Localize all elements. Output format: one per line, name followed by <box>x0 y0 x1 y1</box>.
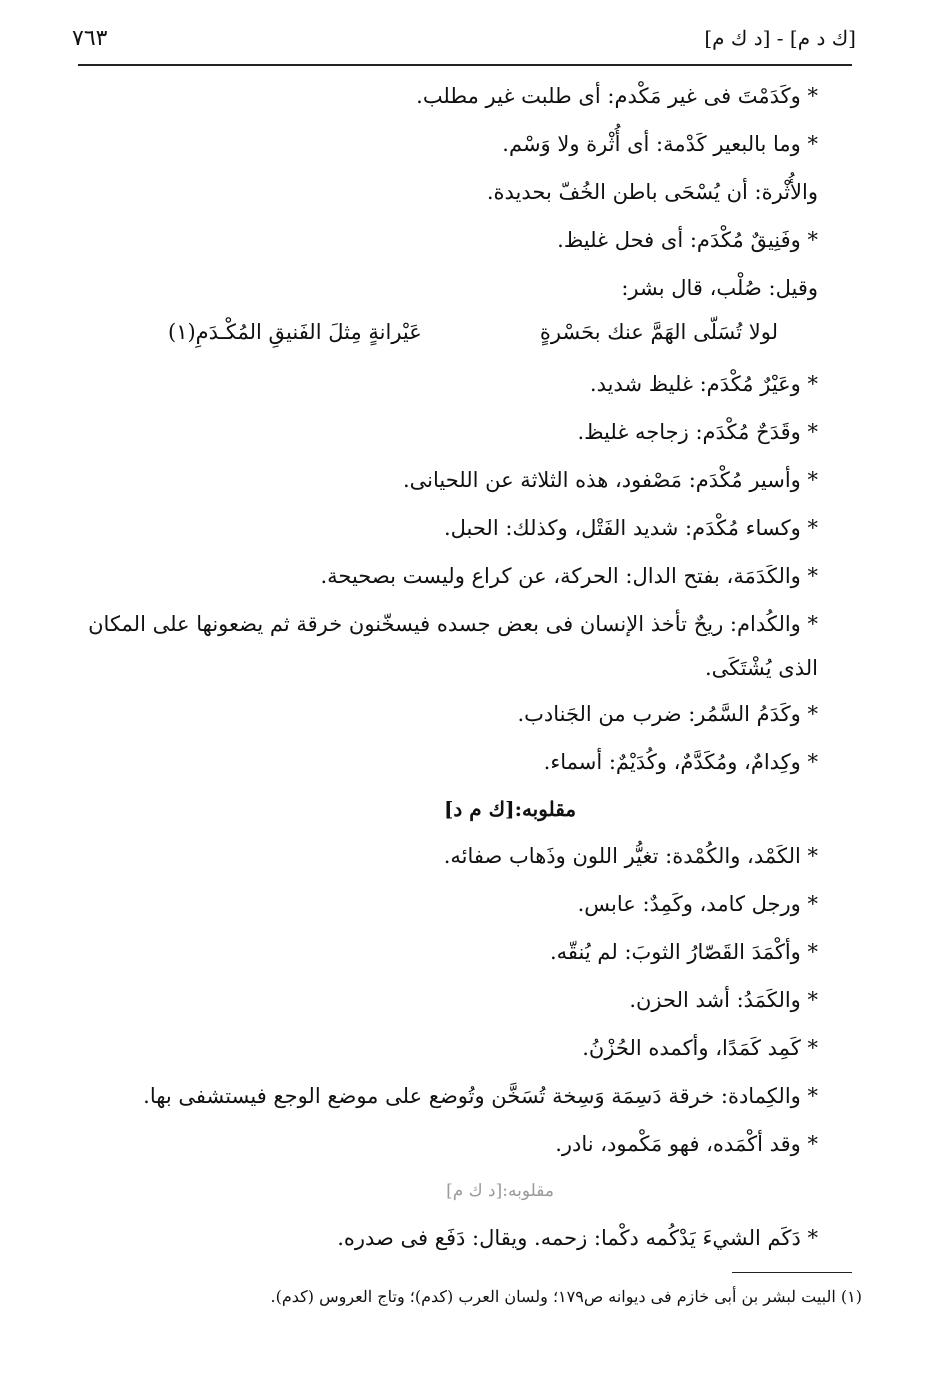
section-heading-faded: مقلوبه:[د ك م] <box>446 1181 554 1201</box>
text-line: وقيل: صُلْب، قال بشر: <box>621 276 818 300</box>
footnote: (١) البيت لبشر بن أبى خازم فى ديوانه ص١٧٩؛ ولسان العرب (كدم)؛ وتاج العروس (كدم). <box>270 1287 862 1306</box>
text-line: * الكَمْد، والكُمْدة: تغيُّر اللون وذَهاب صفائه. <box>443 844 818 868</box>
text-line: * والكَدَمَة، بفتح الدال: الحركة، عن كراع وليست بصحيحة. <box>320 564 818 588</box>
text-line: * وأكْمَدَ القَصّارُ الثوبَ: لم يُنقّه. <box>550 940 818 964</box>
text-paragraph: * والكُدام: ريحٌ تأخذ الإنسان فى بعض جسده فيسخّنون خرقة ثم يضعونها على المكان الذى يُشْتَكَى. <box>88 612 818 680</box>
page-number: ٧٦٣ <box>72 26 108 51</box>
poem-verse <box>82 312 818 360</box>
verse-hemistich-1: لولا تُسَلّى الهَمَّ عنك بحَسْرةٍ <box>539 320 778 344</box>
text-line: * كَمِد كَمَدًا، وأكمده الحُزْنُ. <box>582 1036 818 1060</box>
footnote-rule <box>732 1272 852 1273</box>
page-body <box>82 72 818 1262</box>
verse-hemistich-2: عَيْرانةٍ مِثلَ الفَنيقِ المُكْـدَمِ(١) <box>168 320 422 344</box>
text-line: * وقد أكْمَده، فهو مَكْمود، نادر. <box>555 1132 818 1156</box>
text-line: * وأسير مُكْدَم: مَصْفود، هذه الثلاثة عن اللحيانى. <box>402 468 818 492</box>
text-line: * ورجل كامد، وكَمِدٌ: عابس. <box>577 892 818 916</box>
text-line: * وكَدَمْتَ فى غير مَكْدم: أى طلبت غير مطلب. <box>416 84 818 108</box>
text-line: * وكِدامٌ، ومُكَدَّمٌ، وكُدَيْمٌ: أسماء. <box>543 750 818 774</box>
text-line: * وكَدَمُ السَّمُر: ضرب من الجَنادب. <box>517 702 818 726</box>
text-line: * وكساء مُكْدَم: شديد الفَتْل، وكذلك: الحبل. <box>443 516 818 540</box>
text-line: والأُثْرة: أن يُسْحَى باطن الخُفّ بحديدة. <box>486 180 818 204</box>
running-title: [ك د م] - [د ك م] <box>704 26 856 50</box>
text-line: * وقَدَحٌ مُكْدَم: زجاجه غليظ. <box>577 420 818 444</box>
section-heading: مقلوبه:[ك م د] <box>443 797 577 821</box>
text-line: * وعَيْرٌ مُكْدَم: غليظ شديد. <box>589 372 818 396</box>
text-line: * وما بالبعير كَدْمة: أى أُثْرة ولا وَسْم. <box>502 132 818 156</box>
text-line: * والكَمَدُ: أشد الحزن. <box>629 988 818 1012</box>
header-rule <box>78 64 852 66</box>
text-line: * دَكَم الشيءَ يَدْكُمه دكْما: زحمه. ويقال: دَفَع فى صدره. <box>337 1226 818 1250</box>
text-line: * والكِمادة: خرقة دَسِمَة وَسِخة تُسَخَّن وتُوضع على موضع الوجع فيستشفى بها. <box>143 1084 818 1108</box>
text-line: * وفَنِيقٌ مُكْدَم: أى فحل غليظ. <box>557 228 818 252</box>
